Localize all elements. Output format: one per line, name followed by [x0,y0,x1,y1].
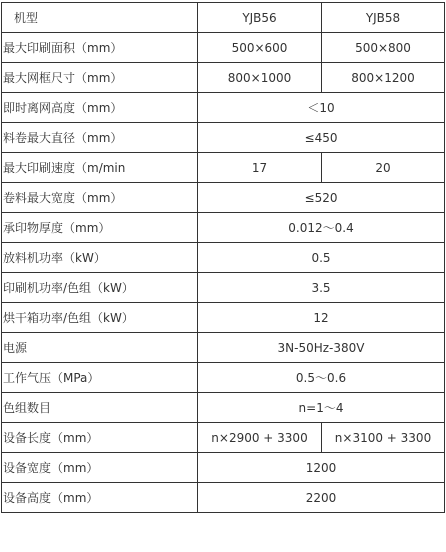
spec-table [1,2,445,513]
row-label: 工作气压（MPa） [2,363,198,393]
row-label: 最大印刷速度（m/min [2,153,198,183]
row-label: 设备高度（mm） [2,483,198,513]
table-row [2,213,445,243]
table-header-row [2,3,445,33]
table-row [2,363,445,393]
table-row [2,273,445,303]
table-row [2,393,445,423]
row-label: 设备宽度（mm） [2,453,198,483]
table-row [2,303,445,333]
row-value-a: 800×1000 [198,63,322,93]
header-label: 机型 [2,3,198,33]
table-row [2,243,445,273]
row-value-b: n×3100 + 3300 [322,423,445,453]
row-label: 色组数目 [2,393,198,423]
row-value: ＜10 [198,93,445,123]
row-value: 0.5 [198,243,445,273]
header-model-b: YJB58 [322,3,445,33]
row-value-b: 20 [322,153,445,183]
row-label: 电源 [2,333,198,363]
row-label: 烘干箱功率/色组（kW） [2,303,198,333]
table-row [2,93,445,123]
table-row [2,123,445,153]
row-label: 即时离网高度（mm） [2,93,198,123]
table-row [2,483,445,513]
row-label: 放料机功率（kW） [2,243,198,273]
table-row [2,423,445,453]
row-value: ≤450 [198,123,445,153]
row-value-b: 800×1200 [322,63,445,93]
table-row [2,33,445,63]
row-value: 0.5～0.6 [198,363,445,393]
table-row [2,153,445,183]
header-model-a: YJB56 [198,3,322,33]
table-row [2,63,445,93]
row-value: 1200 [198,453,445,483]
table-row [2,453,445,483]
row-value: 0.012～0.4 [198,213,445,243]
row-label: 设备长度（mm） [2,423,198,453]
row-value: ≤520 [198,183,445,213]
row-label: 承印物厚度（mm） [2,213,198,243]
row-label: 最大印刷面积（mm） [2,33,198,63]
row-value-a: n×2900 + 3300 [198,423,322,453]
row-value: 12 [198,303,445,333]
row-value: 3.5 [198,273,445,303]
row-value-a: 500×600 [198,33,322,63]
row-value: n=1～4 [198,393,445,423]
row-label: 卷料最大宽度（mm） [2,183,198,213]
row-value-a: 17 [198,153,322,183]
table-row [2,183,445,213]
row-label: 最大网框尺寸（mm） [2,63,198,93]
row-label: 料卷最大直径（mm） [2,123,198,153]
row-label: 印刷机功率/色组（kW） [2,273,198,303]
row-value: 2200 [198,483,445,513]
row-value-b: 500×800 [322,33,445,63]
row-value: 3N-50Hz-380V [198,333,445,363]
table-row [2,333,445,363]
